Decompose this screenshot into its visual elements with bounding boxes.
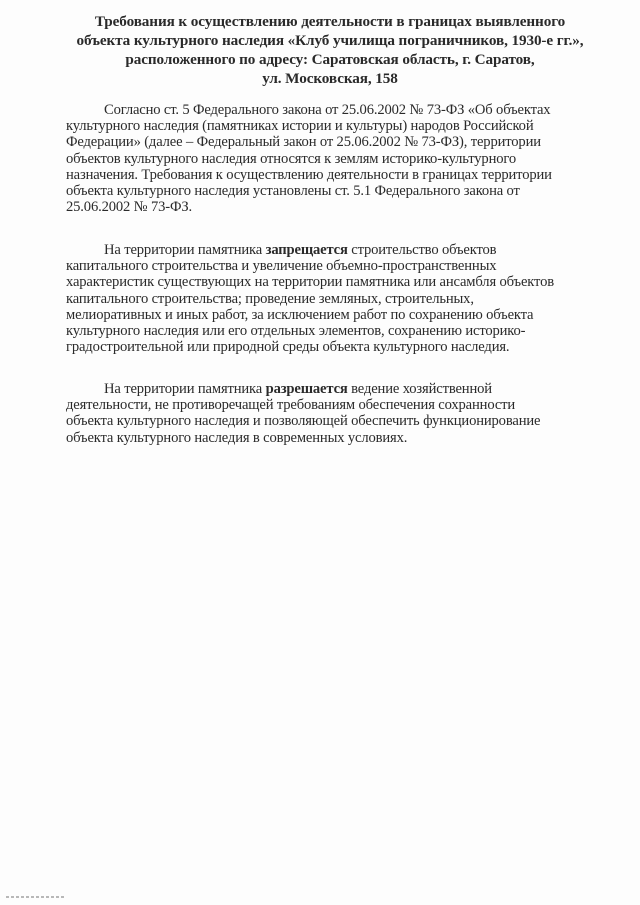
title-line: расположенного по адресу: Саратовская область, г. Саратов, [125, 51, 535, 68]
paragraph-line: объектов культурного наследия относятся к землям историко-культурного [66, 150, 516, 167]
paragraph-prohibited [66, 242, 596, 355]
title-line: объекта культурного наследия «Клуб училища пограничников, 1930-е гг.», [76, 32, 584, 49]
permitted-emphasis: разрешается [265, 381, 348, 397]
paragraph-permitted [66, 381, 596, 446]
paragraph-line: культурного наследия (памятниках истории и культуры) народов Российской [66, 118, 534, 135]
document-title [70, 12, 590, 88]
title-line: Требования к осуществлению деятельности в границах выявленного [94, 13, 566, 30]
paragraph-first-line [66, 242, 596, 258]
paragraph-line: капитального строительства; проведение земляных, строительных, [66, 290, 474, 307]
paragraph-line: назначения. Требования к осуществлению деятельности в границах территории [66, 166, 552, 183]
paragraph-first-line [66, 381, 596, 397]
paragraph-line: характеристик существующих на территории памятника или ансамбля объектов [66, 274, 554, 291]
paragraph-line: Федерации» (далее – Федеральный закон от 25.06.2002 № 73-ФЗ), территории [66, 134, 541, 151]
paragraph-lead-text: На территории памятника [104, 242, 266, 258]
paragraph-lead-rest: ведение хозяйственной [347, 381, 492, 397]
paragraph-line: мелиоративных и иных работ, за исключением работ по сохранению объекта [66, 306, 534, 323]
paragraph-line: культурного наследия или его отдельных элементов, сохранению историко- [66, 323, 526, 340]
title-line: ул. Московская, 158 [262, 70, 398, 87]
prohibited-emphasis: запрещается [265, 242, 348, 258]
paragraph-line: 25.06.2002 № 73-ФЗ. [66, 199, 192, 216]
paragraph-line: градостроительной или природной среды объекта культурного наследия. [66, 339, 510, 356]
paragraph-line: капитального строительства и увеличение объемно-пространственных [66, 258, 497, 275]
scan-artifact [6, 896, 64, 898]
paragraph-line: объекта культурного наследия и позволяющей обеспечить функционирование [66, 413, 541, 430]
paragraph-legal-basis [66, 102, 596, 215]
paragraph-line: объекта культурного наследия установлены ст. 5.1 Федерального закона от [66, 183, 520, 200]
paragraph-line: объекта культурного наследия в современных условиях. [66, 429, 408, 446]
paragraph-lead-rest: строительство объектов [347, 242, 497, 258]
paragraph-line: Согласно ст. 5 Федерального закона от 25.06.2002 № 73-ФЗ «Об объектах [104, 102, 551, 118]
paragraph-lead-text: На территории памятника [104, 381, 266, 397]
paragraph-line: деятельности, не противоречащей требованиям обеспечения сохранности [66, 397, 516, 414]
